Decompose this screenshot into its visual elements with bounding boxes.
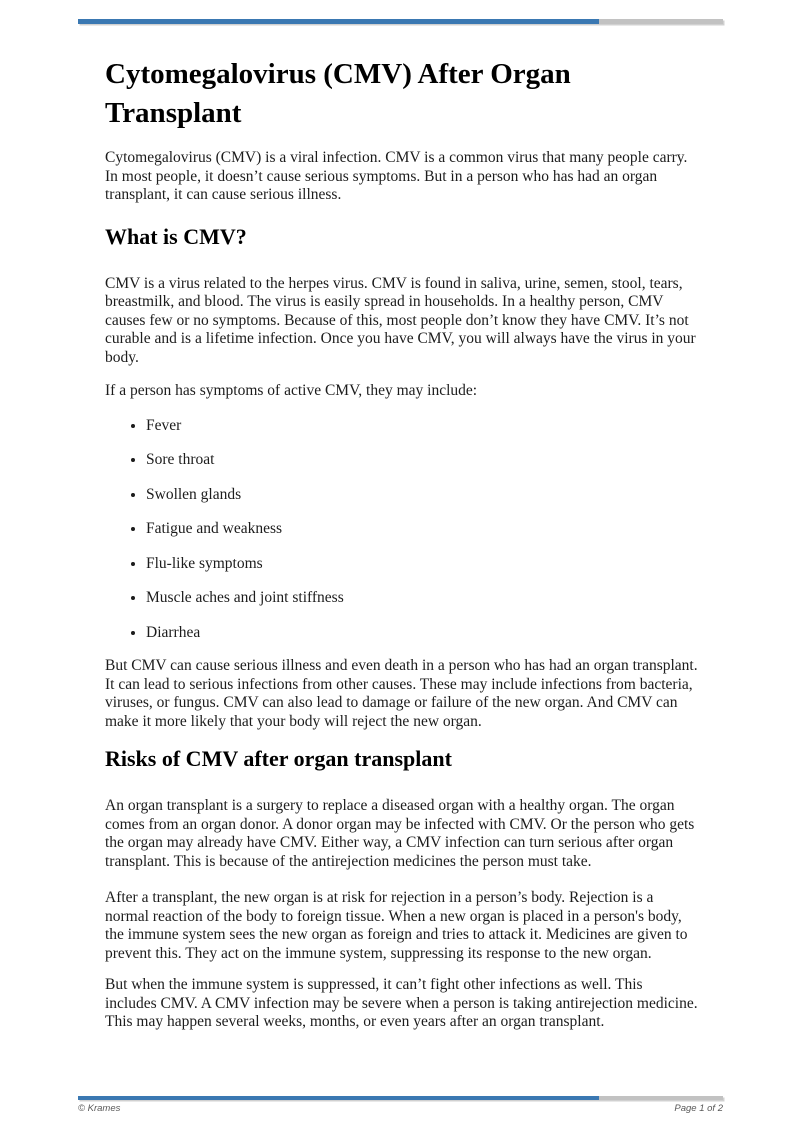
- footer-rule: [78, 1096, 723, 1100]
- list-item: • Muscle aches and joint stiffness: [146, 589, 698, 608]
- page-title: Cytomegalovirus (CMV) After Organ Transplant: [105, 58, 571, 129]
- list-item: • Diarrhea: [146, 624, 698, 643]
- section-heading-what-is-cmv: What is CMV?: [105, 223, 247, 249]
- copyright-text: © Krames: [78, 1103, 121, 1114]
- what-is-cmv-paragraph: CMV is a virus related to the herpes virus. CMV is found in saliva, urine, semen, stool, tears, breastmilk, and blood. The virus is easily spread in households. In a healthy person, CMV causes few or no symptoms. Because of this, most people don’t know they have CMV. It’s not curable and is a lifetime infection. Once you have CMV, you will always have the virus in your body.: [105, 274, 696, 366]
- footer-rule-blue-segment: [78, 1096, 599, 1100]
- list-item: • Fever: [146, 417, 698, 436]
- list-item: • Fatigue and weakness: [146, 520, 698, 539]
- list-item: • Sore throat: [146, 451, 698, 470]
- intro-paragraph: Cytomegalovirus (CMV) is a viral infection. CMV is a common virus that many people carry. In most people, it doesn’t cause serious symptoms. But in a person who has had an organ transplant, it can cause serious illness.: [105, 149, 688, 203]
- list-item: • Swollen glands: [146, 486, 698, 505]
- footer: [78, 1103, 723, 1114]
- risks-paragraph-1: An organ transplant is a surgery to replace a diseased organ with a healthy organ. The organ comes from an organ donor. A donor organ may be infected with CMV. Or the person who gets the organ may already have CMV. Either way, a CMV infection can turn serious after organ transplant. This is because of the antirejection medicines the person must take.: [105, 797, 695, 870]
- list-item: • Flu-like symptoms: [146, 555, 698, 574]
- symptoms-intro-paragraph: If a person has symptoms of active CMV, they may include:: [105, 382, 478, 399]
- section-heading-risks: Risks of CMV after organ transplant: [105, 746, 452, 771]
- risks-paragraph-2: After a transplant, the new organ is at risk for rejection in a person’s body. Rejection is a normal reaction of the body to foreign tissue. When a new organ is placed in a person's body, the immune system sees the new organ as foreign and tries to attack it. Medicines are given to prevent this. They act on the immune system, suppressing its response to the new organ.: [105, 889, 688, 962]
- footer-rule-gray-segment: [599, 1096, 723, 1100]
- cmv-serious-paragraph: But CMV can cause serious illness and even death in a person who has had an organ transplant. It can lead to serious infections from other causes. These may include infections from bacteria, viruses, or fungus. CMV can also lead to damage or failure of the new organ. And CMV can make it more likely that your body will reject the new organ.: [105, 657, 698, 730]
- risks-paragraph-3: But when the immune system is suppressed, it can’t fight other infections as well. This includes CMV. A CMV infection may be severe when a person is taking antirejection medicine. This may happen several weeks, months, or even years after an organ transplant.: [105, 976, 698, 1030]
- page-number: Page 1 of 2: [674, 1103, 723, 1114]
- document-body: [105, 0, 698, 1032]
- symptoms-list: [105, 417, 698, 643]
